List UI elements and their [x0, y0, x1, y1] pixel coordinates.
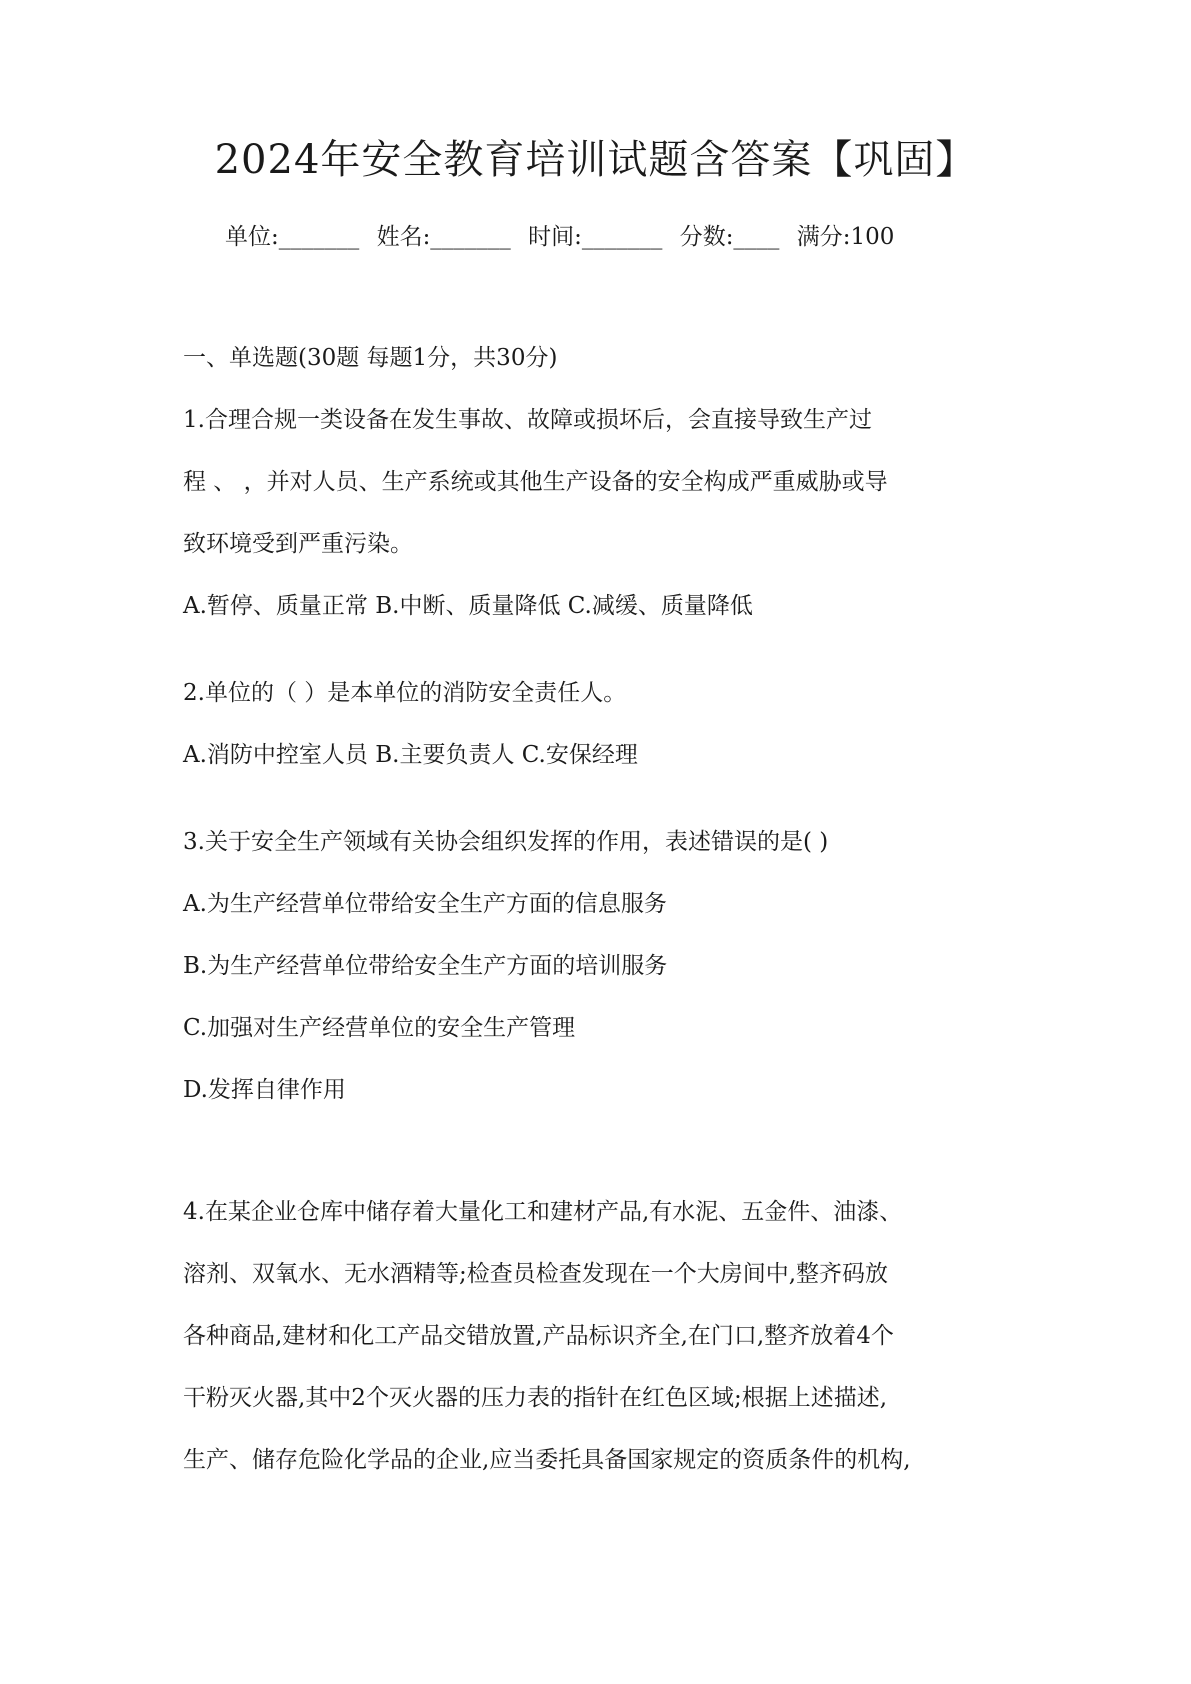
question-3	[183, 822, 1013, 1132]
question-4-line-3: 各种商品,建材和化工产品交错放置,产品标识齐全,在门口,整齐放着4个	[183, 1323, 894, 1349]
question-4	[183, 1192, 1013, 1502]
question-3-option-d: D.发挥自律作用	[183, 1077, 346, 1103]
document-title: 2024年安全教育培训试题含答案【巩固】	[214, 137, 977, 183]
question-4-line-2: 溶剂、双氧水、无水酒精等;检查员检查发现在一个大房间中,整齐码放	[183, 1261, 889, 1287]
question-1-line-2: 程 、 ，并对人员、生产系统或其他生产设备的安全构成严重威胁或导	[183, 469, 888, 495]
unit-field: 单位:_______	[225, 224, 360, 250]
name-field: 姓名:_______	[376, 224, 511, 250]
question-3-option-c: C.加强对生产经营单位的安全生产管理	[183, 1015, 576, 1041]
score-field: 分数:____	[679, 224, 780, 250]
spacer	[183, 648, 1013, 673]
question-1	[183, 400, 1013, 648]
time-field: 时间:_______	[528, 224, 663, 250]
question-3-option-b: B.为生产经营单位带给安全生产方面的培训服务	[183, 953, 668, 979]
question-2-stem: 2.单位的（ ）是本单位的消防安全责任人。	[183, 680, 627, 706]
question-2-options: A.消防中控室人员 B.主要负责人 C.安保经理	[183, 742, 638, 768]
question-4-line-1: 4.在某企业仓库中储存着大量化工和建材产品,有水泥、五金件、油漆、	[183, 1199, 903, 1225]
question-3-option-a: A.为生产经营单位带给安全生产方面的信息服务	[183, 891, 667, 917]
question-1-line-1: 1.合理合规一类设备在发生事故、故障或损坏后，会直接导致生产过	[183, 407, 872, 433]
question-3-stem: 3.关于安全生产领域有关协会组织发挥的作用，表述错误的是( )	[183, 829, 829, 855]
question-2	[183, 673, 1013, 797]
exam-info-line	[225, 218, 904, 251]
question-4-line-5: 生产、储存危险化学品的企业,应当委托具备国家规定的资质条件的机构,	[183, 1447, 911, 1473]
section-heading: 一、单选题(30题 每题1分，共30分)	[183, 345, 558, 371]
question-4-line-4: 干粉灭火器,其中2个灭火器的压力表的指针在红色区域;根据上述描述,	[183, 1385, 888, 1411]
spacer	[183, 1132, 1013, 1192]
question-1-options: A.暂停、质量正常 B.中断、质量降低 C.减缓、质量降低	[183, 593, 753, 619]
exam-body	[183, 338, 1013, 1502]
spacer	[183, 797, 1013, 822]
full-score-field: 满分:100	[796, 224, 895, 250]
question-1-line-3: 致环境受到严重污染。	[183, 531, 413, 557]
